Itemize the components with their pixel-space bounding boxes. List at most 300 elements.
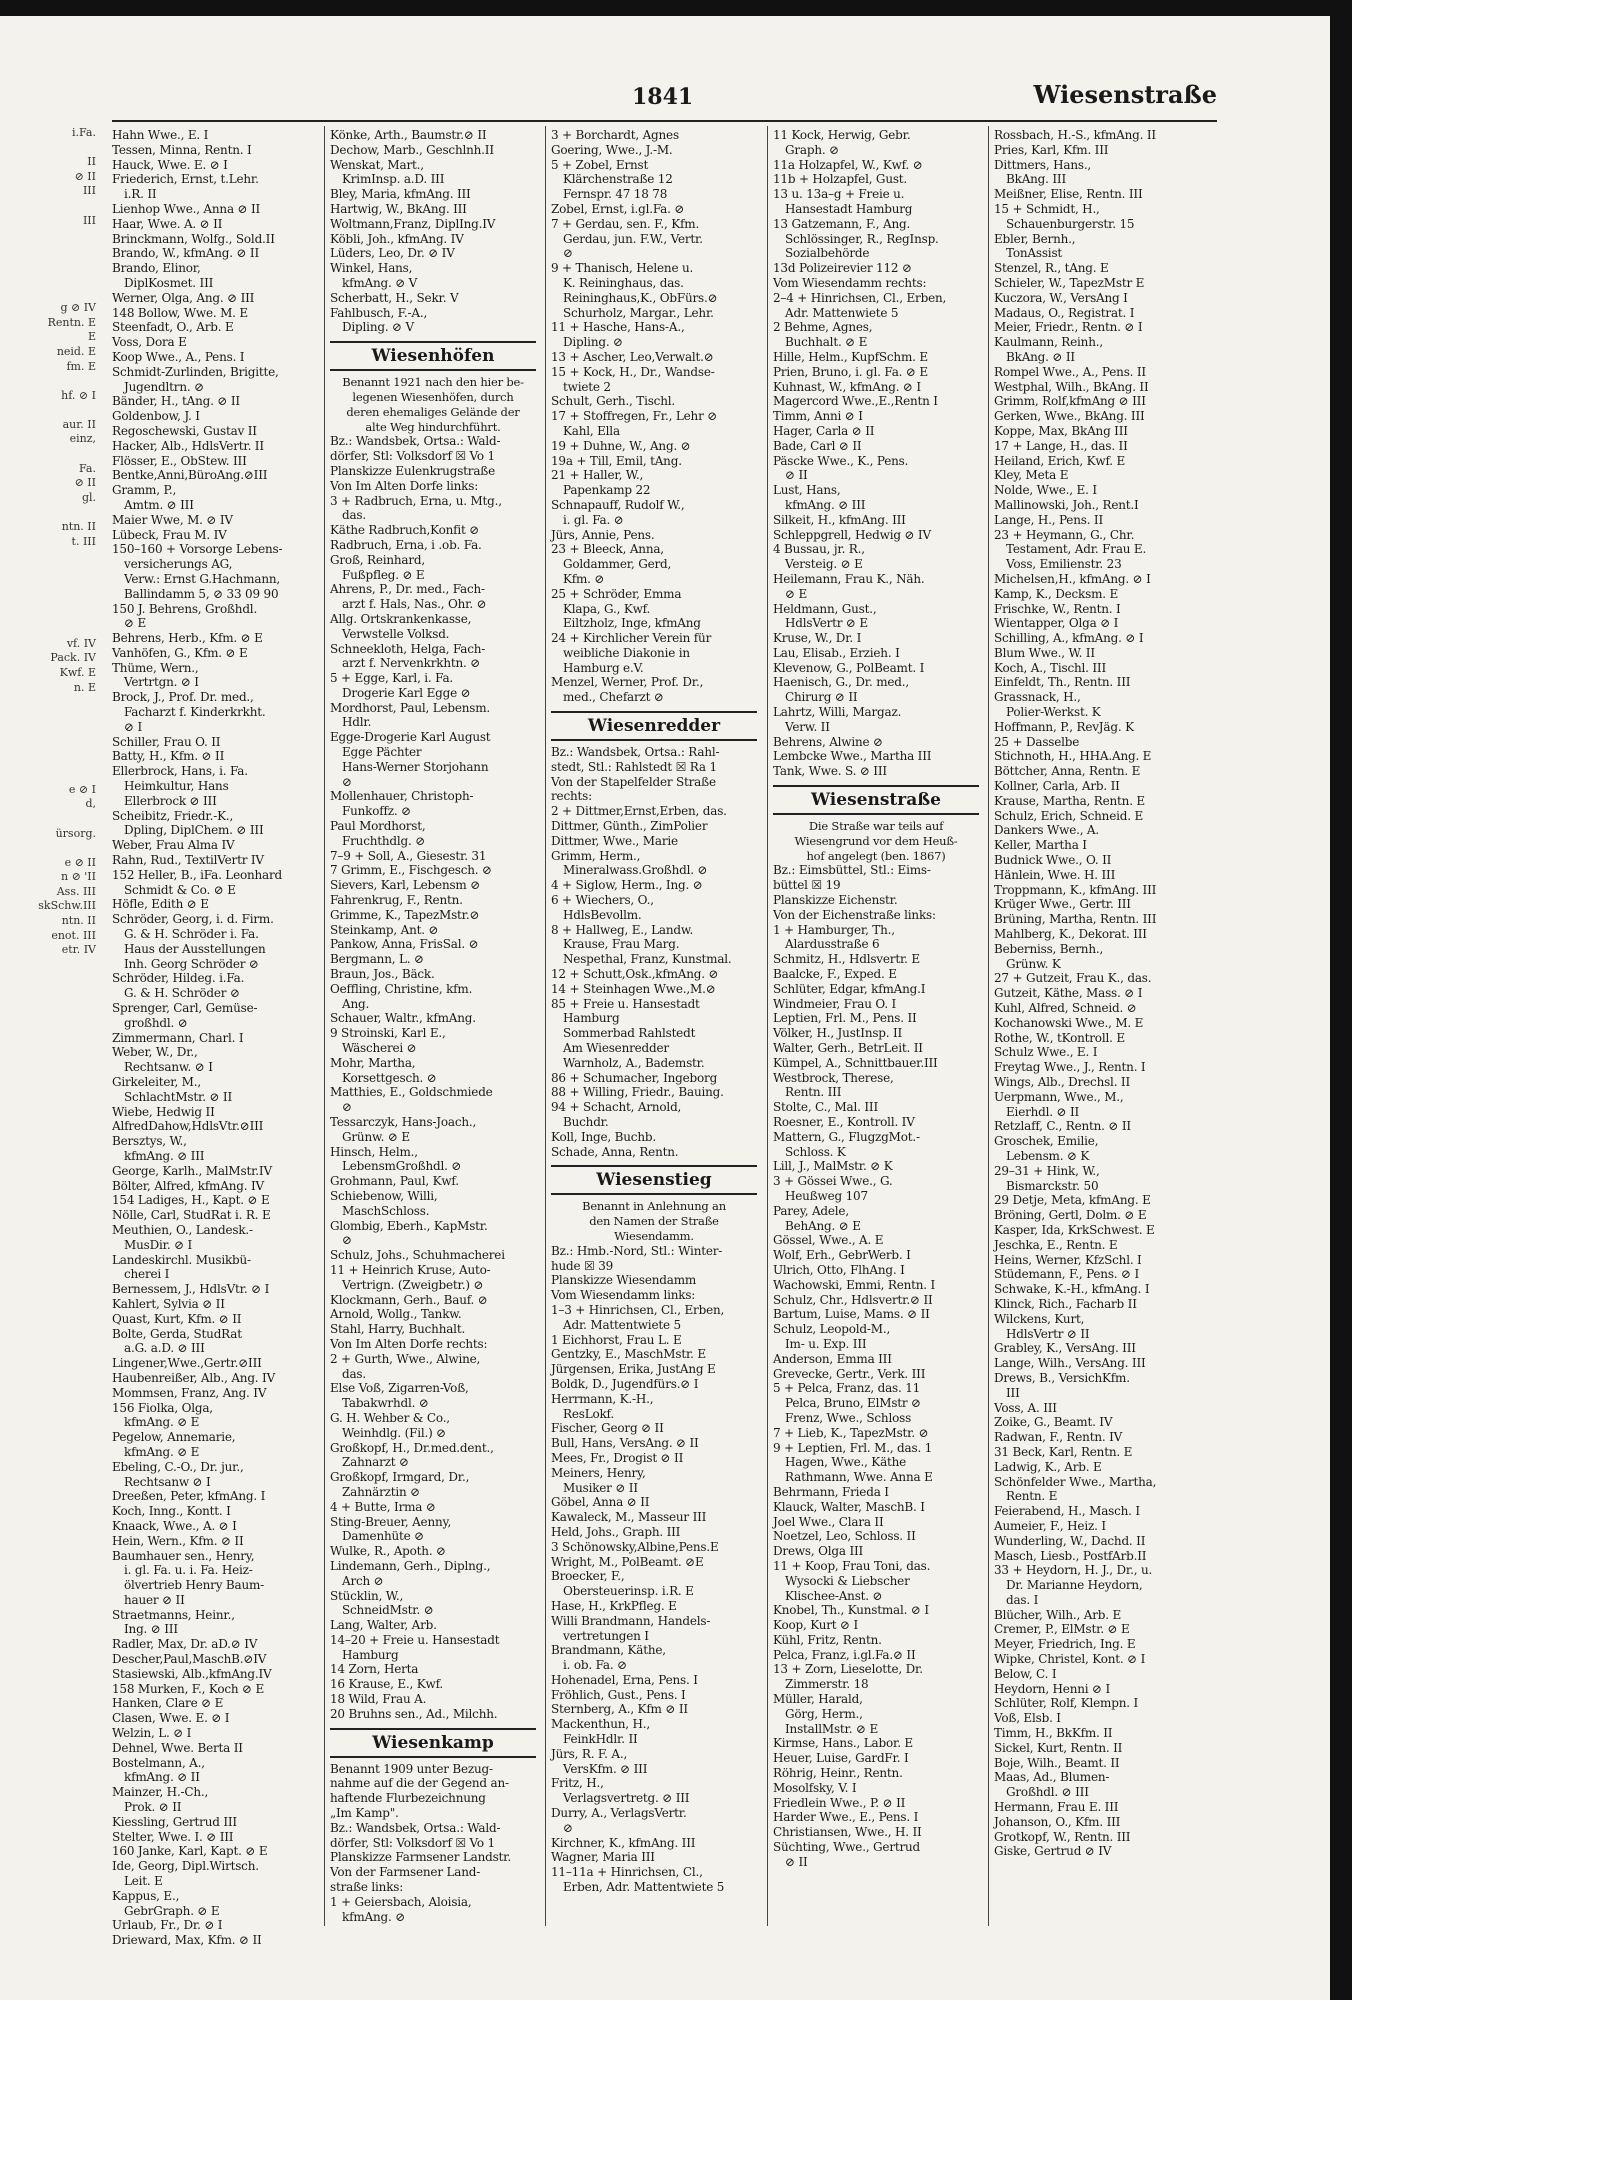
entry-line: 25 + Dasselbe — [994, 734, 1080, 749]
entry-line: Klärchenstraße 12 — [563, 172, 673, 187]
entry-line: MaschSchloss. — [342, 1203, 430, 1218]
fragment-line — [0, 841, 102, 856]
entry-line: Bartum, Luise, Mams. ⊘ II — [773, 1307, 930, 1322]
entry-line: VersKfm. ⊘ III — [563, 1761, 648, 1776]
fragment-line — [0, 374, 102, 389]
column-2 — [330, 128, 536, 1928]
fragment-line: Kwf. E — [59, 665, 96, 679]
entry-line: 29–31 + Hink, W., — [994, 1163, 1100, 1178]
entry-line: Hoffmann, P., RevJäg. K — [994, 719, 1134, 734]
entry-line: Die Straße war teils auf — [808, 819, 944, 834]
entry-line: Mollenhauer, Christoph- — [330, 789, 474, 804]
entry-line: Braun, Jos., Bäck. — [330, 967, 435, 982]
entry-line: Meißner, Elise, Rentn. III — [994, 187, 1143, 202]
entry-line: Bz.: Hmb.-Nord, Stl.: Winter- — [551, 1243, 723, 1258]
entry-line: Grassnack, H., — [994, 690, 1081, 705]
entry-line: Planskizze Farmsener Landstr. — [330, 1850, 511, 1865]
column-1 — [112, 128, 318, 1948]
entry-line: 2–4 + Hinrichsen, Cl., Erben, — [773, 290, 947, 305]
entry-line: Ellerbrock ⊘ III — [124, 793, 217, 808]
entry-line: Jugendltrn. ⊘ — [124, 379, 204, 394]
entry-line: Rompel Wwe., A., Pens. II — [994, 364, 1146, 379]
entry-line: Grünw. K — [1006, 956, 1061, 971]
entry-line: Grünw. ⊘ E — [342, 1129, 410, 1144]
previous-page-fragment — [0, 126, 102, 1966]
scan-top-edge — [0, 0, 1352, 16]
entry-line: Klevenow, G., PolBeamt. I — [773, 660, 925, 675]
entry-line: Ebler, Bernh., — [994, 231, 1076, 246]
entry-line: cherei I — [124, 1267, 170, 1282]
entry-line: Verwstelle Volksd. — [342, 626, 450, 641]
entry-line: Jürs, Annie, Pens. — [551, 527, 655, 542]
entry-line: Papenkamp 22 — [563, 483, 651, 498]
entry-line: Maier Wwe, M. ⊘ IV — [112, 512, 233, 527]
column-divider — [988, 126, 989, 1926]
entry-line: Else Voß, Zigarren-Voß, — [330, 1381, 469, 1396]
entry-line: Girkeleiter, M., — [112, 1075, 201, 1089]
entry-line: Mackenthun, H., — [551, 1717, 650, 1732]
entry-line: Michelsen,H., kfmAng. ⊘ I — [994, 571, 1151, 586]
column-divider — [767, 126, 768, 1926]
entry-line: Lindemann, Gerh., Diplng., — [330, 1558, 491, 1573]
fragment-line: ⊘ II — [74, 476, 96, 490]
entry-line: Wright, M., PolBeamt. ⊘E — [551, 1554, 704, 1569]
entry-line: Landeskirchl. Musikbü- — [112, 1252, 251, 1267]
entry-line: stedt, Stl.: Rahlstedt ☒ Ra 1 — [551, 759, 717, 774]
entry-line: 4 + Siglow, Herm., Ing. ⊘ — [551, 878, 703, 893]
entry-line: Ebeling, C.-O., Dr. jur., — [112, 1459, 244, 1474]
entry-line: deren ehemaliges Gelände der — [346, 404, 520, 419]
entry-line: K. Reininghaus, das. — [563, 275, 684, 290]
entry-line: Lill, J., MalMstr. ⊘ K — [773, 1159, 893, 1174]
entry-line: Jürs, R. F. A., — [551, 1746, 628, 1761]
entry-line: Knaack, Wwe., A. ⊘ I — [112, 1518, 237, 1533]
entry-line: Dechow, Marb., Geschlnh.II — [330, 142, 494, 157]
entry-line: 86 + Schumacher, Ingeborg — [551, 1070, 718, 1085]
entry-line: Verlagsvertretg. ⊘ III — [563, 1791, 690, 1806]
entry-line: nahme auf die der Gegend an- — [330, 1776, 509, 1791]
entry-line: Brock, J., Prof. Dr. med., — [112, 690, 254, 705]
entry-line: Meuthien, O., Landesk.- — [112, 1222, 253, 1237]
entry-line: Retzlaff, C., Rentn. ⊘ II — [994, 1119, 1131, 1134]
entry-line: Prien, Bruno, i. gl. Fa. ⊘ E — [773, 364, 928, 379]
entry-line: Musiker ⊘ II — [563, 1480, 638, 1495]
entry-line: Beberniss, Bernh., — [994, 941, 1104, 956]
entry-line: Mommsen, Franz, Ang. IV — [112, 1385, 267, 1400]
entry-line: Friederich, Ernst, t.Lehr. — [112, 172, 259, 187]
fragment-line: III — [82, 184, 96, 198]
entry-line: Grevecke, Gertr., Verk. III — [773, 1366, 926, 1381]
entry-line: Anderson, Emma III — [773, 1351, 892, 1366]
entry-line: Verw.: Ernst G.Hachmann, — [124, 571, 280, 586]
entry-line: arzt f. Hals, Nas., Ohr. ⊘ — [342, 597, 487, 612]
entry-line: Fernspr. 47 18 78 — [563, 187, 668, 202]
entry-line: SchneidMstr. ⊘ — [342, 1603, 434, 1618]
entry-line: Kaulmann, Reinh., — [994, 335, 1103, 350]
entry-line: 15 + Kock, H., Dr., Wandse- — [551, 364, 715, 379]
entry-line: Gerdau, jun. F.W., Vertr. — [563, 231, 703, 246]
fragment-line: n. E — [73, 680, 96, 694]
street-heading: Wiesenkamp — [330, 1728, 536, 1758]
entry-line: kfmAng. ⊘ V — [342, 275, 418, 290]
entry-line: Parey, Adele, — [773, 1203, 849, 1218]
column-divider — [545, 126, 546, 1926]
column-3 — [551, 128, 757, 1928]
entry-line: Dreeßen, Peter, kfmAng. I — [112, 1489, 266, 1504]
entry-line: Großkopf, Irmgard, Dr., — [330, 1470, 470, 1485]
entry-line: kfmAng. ⊘ II — [124, 1770, 200, 1785]
entry-line: Werner, Olga, Ang. ⊘ III — [112, 290, 255, 305]
entry-line: Weber, Frau Alma IV — [112, 838, 235, 853]
entry-line: Wunderling, W., Dachd. II — [994, 1533, 1146, 1548]
street-heading: Wiesenstraße — [773, 785, 979, 815]
entry-line: Egge Pächter — [342, 745, 422, 760]
fragment-line: fm. E — [66, 359, 96, 373]
fragment-line — [0, 812, 102, 827]
entry-line: Schulz, Johs., Schuhmacherei — [330, 1248, 505, 1263]
entry-line: Stichnoth, H., HHA.Ang. E — [994, 749, 1152, 764]
entry-line: med., Chefarzt ⊘ — [563, 690, 664, 705]
entry-line: Behrens, Alwine ⊘ — [773, 734, 883, 749]
entry-line: 16 Krause, E., Kwf. — [330, 1677, 444, 1692]
entry-line: 27 + Gutzeit, Frau K., das. — [994, 971, 1152, 986]
fragment-line — [0, 199, 102, 214]
entry-line: Schmitz, H., Hdlsvertr. E — [773, 952, 920, 967]
entry-line: Clasen, Wwe. E. ⊘ I — [112, 1711, 230, 1726]
entry-line: ölvertrieb Henry Baum- — [124, 1578, 265, 1593]
entry-line: großhdl. ⊘ — [124, 1015, 188, 1030]
entry-line: Im- u. Exp. III — [785, 1336, 867, 1351]
entry-line: Von der Eichenstraße links: — [773, 907, 936, 922]
column-5 — [994, 128, 1216, 1928]
entry-line: Planskizze Eichenstr. — [773, 893, 898, 908]
entry-line: Zobel, Ernst, i.gl.Fa. ⊘ — [551, 201, 685, 216]
entry-line: AlfredDahow,HdlsVtr.⊘III — [112, 1119, 264, 1134]
entry-line: Krause, Frau Marg. — [563, 937, 680, 952]
entry-line: hude ☒ 39 — [551, 1258, 614, 1273]
column-divider — [324, 126, 325, 1926]
entry-line: Magercord Wwe.,E.,Rentn I — [773, 394, 938, 409]
entry-line: G. & H. Schröder i. Fa. — [124, 927, 259, 942]
entry-line: Timm, Anni ⊘ I — [773, 409, 863, 424]
fragment-line — [0, 403, 102, 418]
entry-line: Oeffling, Christine, kfm. — [330, 981, 473, 996]
entry-line: Drews, Olga III — [773, 1544, 864, 1559]
entry-line: Prok. ⊘ II — [124, 1800, 182, 1815]
entry-line: Grabley, K., VersAng. III — [994, 1341, 1136, 1356]
entry-line: HdlsBevollm. — [563, 907, 642, 922]
entry-line: Johanson, O., Kfm. III — [994, 1814, 1121, 1829]
street-heading: Wiesenhöfen — [330, 341, 536, 371]
entry-line: Goldenbow, J. I — [112, 409, 200, 424]
entry-line: Köbli, Joh., kfmAng. IV — [330, 231, 464, 246]
entry-line: Lang, Walter, Arb. — [330, 1618, 437, 1633]
entry-line: Vertrign. (Zweigbetr.) ⊘ — [342, 1277, 484, 1292]
entry-line: Schurholz, Margar., Lehr. — [563, 305, 714, 320]
entry-line: Grimm, Rolf,kfmAng ⊘ III — [994, 394, 1146, 409]
entry-line: Pankow, Anna, FrisSal. ⊘ — [330, 937, 479, 952]
entry-line: Goering, Wwe., J.-M. — [551, 142, 673, 157]
entry-line: Hacker, Alb., HdlsVertr. II — [112, 438, 264, 453]
entry-line: Schiller, Frau O. II — [112, 734, 221, 749]
entry-line: hauer ⊘ II — [124, 1592, 185, 1607]
running-head: Wiesenstraße — [1033, 80, 1217, 109]
entry-line: G. & H. Schröder ⊘ — [124, 986, 240, 1001]
entry-line: Bade, Carl ⊘ II — [773, 438, 862, 453]
entry-line: ⊘ — [342, 1100, 352, 1115]
entry-line: ⊘ E — [124, 616, 147, 631]
entry-line: Herrmann, K.-H., — [551, 1391, 654, 1406]
entry-line: 154 Ladiges, H., Kapt. ⊘ E — [112, 1193, 270, 1208]
entry-line: Keller, Martha I — [994, 838, 1087, 853]
entry-line: alte Weg hindurchführt. — [365, 419, 501, 434]
fragment-line — [0, 578, 102, 593]
entry-line: Stelter, Wwe. I. ⊘ III — [112, 1829, 234, 1844]
entry-line: Haar, Wwe. A. ⊘ II — [112, 216, 223, 231]
entry-line: Nespethal, Franz, Kunstmal. — [563, 952, 732, 967]
entry-line: Cremer, P., ElMstr. ⊘ E — [994, 1622, 1130, 1637]
entry-line: Zahnärztin ⊘ — [342, 1484, 421, 1499]
entry-line: Dehnel, Wwe. Berta II — [112, 1740, 243, 1755]
entry-line: kfmAng. ⊘ E — [124, 1444, 200, 1459]
entry-line: Versteig. ⊘ E — [785, 557, 863, 572]
entry-line: Quast, Kurt, Kfm. ⊘ II — [112, 1311, 242, 1326]
entry-line: Kümpel, A., Schnittbauer.III — [773, 1055, 938, 1070]
entry-line: Leptien, Frl. M., Pens. II — [773, 1011, 917, 1026]
entry-line: 17 + Lange, H., das. II — [994, 438, 1128, 453]
entry-line: ⊘ — [342, 774, 352, 789]
entry-line: Wings, Alb., Drechsl. II — [994, 1075, 1131, 1089]
entry-line: 11b + Holzapfel, Gust. — [773, 172, 908, 187]
entry-line: 13 + Ascher, Leo,Verwalt.⊘ — [551, 349, 714, 364]
entry-line: Durry, A., VerlagsVertr. — [551, 1806, 687, 1821]
entry-line: Madaus, O., Registrat. I — [994, 305, 1135, 320]
entry-line: Boldk, D., Jugendfürs.⊘ I — [551, 1376, 699, 1391]
entry-line: Heldmann, Gust., — [773, 601, 877, 616]
entry-line: Heydorn, Henni ⊘ I — [994, 1681, 1111, 1696]
entry-line: Wiesengrund vor dem Heuß- — [794, 833, 958, 848]
entry-line: Bz.: Wandsbek, Ortsa.: Wald- — [330, 434, 501, 449]
entry-line: HdlsVertr ⊘ II — [1006, 1326, 1090, 1341]
entry-line: HdlsVertr ⊘ E — [785, 616, 868, 631]
entry-line: 18 Wild, Frau A. — [330, 1692, 427, 1707]
entry-line: Lebensm. ⊘ K — [1006, 1148, 1090, 1163]
entry-line: BehAng. ⊘ E — [785, 1218, 861, 1233]
entry-line: Bersztys, W., — [112, 1134, 187, 1149]
entry-line: Mordhorst, Paul, Lebensm. — [330, 700, 491, 715]
entry-line: 11 + Heinrich Kruse, Auto- — [330, 1262, 491, 1277]
entry-line: Boje, Wilh., Beamt. II — [994, 1755, 1120, 1770]
entry-line: Buchhalt. ⊘ E — [785, 335, 868, 350]
entry-line: Schade, Anna, Rentn. — [551, 1144, 679, 1159]
entry-line: Fahlbusch, F.-A., — [330, 305, 428, 320]
entry-line: Koop, Kurt ⊘ I — [773, 1618, 859, 1633]
entry-line: Gentzky, E., MaschMstr. E — [551, 1347, 706, 1362]
entry-line: Lange, H., Pens. II — [994, 512, 1104, 527]
entry-line: Meyer, Friedrich, Ing. E — [994, 1637, 1136, 1652]
entry-line: Schulz, Chr., Hdlsvertr.⊘ II — [773, 1292, 933, 1307]
scan-right-edge — [1330, 0, 1352, 2000]
entry-line: 148 Bollow, Wwe. M. E — [112, 305, 248, 320]
entry-line: Süchting, Wwe., Gertrud — [773, 1840, 921, 1855]
entry-line: 14–20 + Freie u. Hansestadt — [330, 1632, 500, 1647]
entry-line: Menzel, Werner, Prof. Dr., — [551, 675, 704, 690]
entry-line: Goldammer, Gerd, — [563, 557, 672, 572]
entry-line: Hartwig, W., BkAng. III — [330, 201, 467, 216]
entry-line: Schiebenow, Willi, — [330, 1188, 438, 1203]
entry-line: 3 + Radbruch, Erna, u. Mtg., — [330, 493, 502, 508]
entry-line: Sting-Breuer, Aenny, — [330, 1514, 452, 1529]
entry-line: Schloss. K — [785, 1144, 846, 1159]
entry-line: Röhrig, Heinr., Rentn. — [773, 1766, 903, 1781]
entry-line: Hansestadt Hamburg — [785, 201, 913, 216]
entry-line: 13 Gatzemann, F., Ang. — [773, 216, 911, 231]
entry-line: Amtm. ⊘ III — [124, 497, 194, 512]
entry-line: Fischer, Georg ⊘ II — [551, 1421, 664, 1436]
fragment-line: g ⊘ IV — [60, 301, 96, 315]
entry-line: ⊘ — [563, 246, 573, 261]
entry-line: Wilckens, Kurt, — [994, 1311, 1085, 1326]
fragment-line — [0, 739, 102, 754]
entry-line: Egge-Drogerie Karl August — [330, 730, 491, 745]
entry-line: arzt f. Nervenkrkhtn. ⊘ — [342, 656, 481, 671]
entry-line: Damenhüte ⊘ — [342, 1529, 425, 1544]
entry-line: Buchdr. — [563, 1115, 609, 1129]
entry-line: Görg, Herm., — [785, 1706, 863, 1721]
entry-line: Müller, Harald, — [773, 1692, 863, 1707]
entry-line: Radbruch, Erna, i .ob. Fa. — [330, 537, 482, 552]
entry-line: Mahlberg, K., Dekorat. III — [994, 927, 1147, 942]
fragment-line — [0, 141, 102, 156]
entry-line: Below, C. I — [994, 1666, 1057, 1681]
entry-line: Lembcke Wwe., Martha III — [773, 749, 932, 764]
entry-line: Rechtsanw ⊘ I — [124, 1474, 211, 1489]
entry-line: SchlachtMstr. ⊘ II — [124, 1089, 232, 1104]
entry-line: Drieward, Max, Kfm. ⊘ II — [112, 1933, 262, 1948]
entry-line: Glombig, Eberh., KapMstr. — [330, 1218, 488, 1233]
entry-line: 7 + Gerdau, sen. F., Kfm. — [551, 216, 700, 231]
entry-line: 33 + Heydorn, H. J., Dr., u. — [994, 1563, 1153, 1578]
entry-line: Brüning, Martha, Rentn. III — [994, 912, 1157, 927]
entry-line: Sievers, Karl, Lebensm ⊘ — [330, 878, 481, 893]
entry-line: Schulz Wwe., E. I — [994, 1045, 1098, 1060]
entry-line: Schult, Gerh., Tischl. — [551, 394, 675, 409]
entry-line: Facharzt f. Kinderkrkht. — [124, 705, 266, 720]
entry-line: Arnold, Wollg., Tankw. — [330, 1307, 462, 1322]
entry-line: Kley, Meta E — [994, 468, 1069, 483]
entry-line: Ang. — [342, 996, 370, 1011]
street-heading: Wiesenredder — [551, 711, 757, 741]
entry-line: Dittmer, Günth., ZimPolier — [551, 819, 708, 834]
entry-line: Wachowski, Emmi, Rentn. I — [773, 1277, 936, 1292]
entry-line: Koch, Inng., Kontt. I — [112, 1504, 231, 1519]
fragment-line — [0, 505, 102, 520]
entry-line: Bölter, Alfred, kfmAng. IV — [112, 1178, 264, 1193]
entry-line: 8 + Hallweg, E., Landw. — [551, 922, 694, 937]
entry-line: kfmAng. ⊘ III — [785, 497, 866, 512]
entry-line: Dr. Marianne Heydorn, — [1006, 1578, 1143, 1593]
entry-line: Schmidt-Zurlinden, Brigitte, — [112, 364, 279, 379]
entry-line: Kollner, Carla, Arb. II — [994, 779, 1120, 794]
entry-line: Planskizze Eulenkrugstraße — [330, 463, 495, 478]
entry-line: Wysocki & Liebscher — [785, 1573, 910, 1588]
entry-line: i. gl. Fa. ⊘ — [563, 512, 624, 527]
entry-line: Käthe Radbruch,Konfit ⊘ — [330, 523, 480, 538]
page-number: 1841 — [632, 84, 694, 110]
entry-line: Urlaub, Fr., Dr. ⊘ I — [112, 1918, 223, 1933]
fragment-line — [0, 564, 102, 579]
entry-line: Grotkopf, W., Rentn. III — [994, 1829, 1131, 1844]
entry-line: Voss, Emilienstr. 23 — [1006, 557, 1122, 572]
entry-line: Mineralwass.Großhdl. ⊘ — [563, 863, 708, 878]
entry-line: i. ob. Fa. ⊘ — [563, 1658, 627, 1673]
entry-line: Hinsch, Helm., — [330, 1144, 418, 1159]
entry-line: Harder Wwe., E., Pens. I — [773, 1810, 919, 1825]
entry-line: Fahrenkrug, F., Rentn. — [330, 893, 463, 908]
entry-line: Jeschka, E., Rentn. E — [994, 1237, 1118, 1252]
entry-line: Leit. E — [124, 1874, 163, 1889]
entry-line: kfmAng. ⊘ E — [124, 1415, 200, 1430]
fragment-line: Rentn. E — [47, 315, 96, 329]
entry-line: Brando, Elinor, — [112, 261, 201, 276]
entry-line: Tabakwrhdl. ⊘ — [342, 1396, 429, 1411]
fragment-line — [0, 228, 102, 243]
entry-line: Inh. Georg Schröder ⊘ — [124, 956, 259, 971]
entry-line: Zimmerstr. 18 — [785, 1677, 869, 1692]
entry-line: Stüdemann, F., Pens. ⊘ I — [994, 1267, 1140, 1282]
entry-line: Blum Wwe., W. II — [994, 645, 1095, 660]
entry-line: Brando, W., kfmAng. ⊘ II — [112, 246, 259, 261]
entry-line: Knobel, Th., Kunstmal. ⊘ I — [773, 1603, 929, 1618]
entry-line: Groschek, Emilie, — [994, 1134, 1099, 1149]
entry-line: Masch, Liesb., PostfArb.II — [994, 1548, 1147, 1563]
entry-line: Wiesendamm. — [614, 1228, 694, 1243]
entry-line: Radwan, F., Rentn. IV — [994, 1430, 1123, 1445]
entry-line: G. H. Wehber & Co., — [330, 1410, 450, 1425]
entry-line: Ing. ⊘ III — [124, 1622, 178, 1637]
entry-line: Allg. Ortskrankenkasse, — [330, 611, 472, 626]
entry-line: Bley, Maria, kfmAng. III — [330, 187, 471, 202]
entry-line: ⊘ I — [124, 719, 143, 734]
entry-line: ResLokf. — [563, 1406, 614, 1421]
fragment-line: ntn. II — [61, 914, 96, 928]
entry-line: Ballindamm 5, ⊘ 33 09 90 — [124, 586, 279, 601]
entry-line: ⊘ — [342, 1233, 352, 1248]
entry-line: Wenskat, Mart., — [330, 157, 424, 172]
entry-line: 88 + Willing, Friedr., Bauing. — [551, 1085, 724, 1100]
entry-line: GebrGraph. ⊘ E — [124, 1903, 220, 1918]
entry-line: Hohenadel, Erna, Pens. I — [551, 1672, 698, 1687]
entry-line: BkAng. ⊘ II — [1006, 349, 1075, 364]
entry-line: Heilemann, Frau K., Näh. — [773, 571, 925, 586]
entry-line: 4 + Butte, Irma ⊘ — [330, 1499, 436, 1514]
entry-line: Heiland, Erich, Kwf. E — [994, 453, 1126, 468]
entry-line: Wulke, R., Apoth. ⊘ — [330, 1544, 446, 1559]
fragment-line: n ⊘ 'II — [60, 870, 96, 884]
fragment-line: hf. ⊘ I — [61, 388, 96, 402]
entry-line: Straetmanns, Heinr., — [112, 1607, 235, 1622]
entry-line: Matthies, E., Goldschmiede — [330, 1085, 493, 1100]
entry-line: Budnick Wwe., O. II — [994, 853, 1112, 868]
entry-line: Planskizze Wiesendamm — [551, 1273, 697, 1288]
entry-line: Schröder, Georg, i. d. Firm. — [112, 912, 274, 927]
fragment-line: i.Fa. — [72, 126, 96, 139]
entry-line: Kuczora, W., VersAng I — [994, 290, 1128, 305]
entry-line: Blücher, Wilh., Arb. E — [994, 1607, 1122, 1622]
fragment-line: t. III — [71, 534, 96, 548]
entry-line: Könke, Arth., Baumstr.⊘ II — [330, 128, 487, 142]
entry-line: 3 + Gössei Wwe., G. — [773, 1174, 893, 1189]
